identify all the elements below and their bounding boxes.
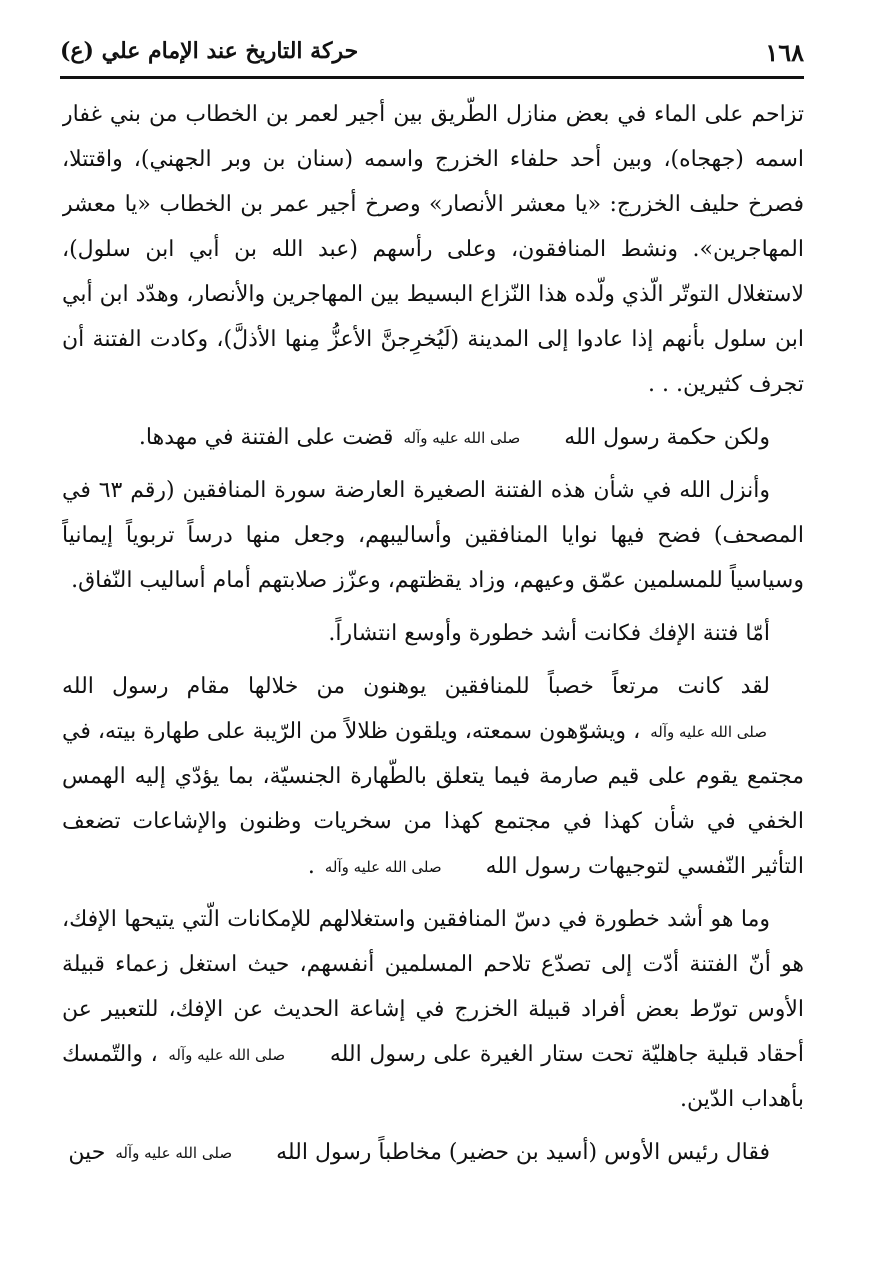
paragraph-text: . — [307, 854, 315, 879]
running-title: حركة التاريخ عند الإمام علي (ع) — [60, 38, 359, 64]
paragraph-2 — [62, 415, 804, 460]
paragraph-text: فقال رئيس الأوس (أسيد بن حضير) مخاطباً رسول الله — [276, 1140, 770, 1165]
page-header — [60, 28, 804, 78]
paragraph-4 — [62, 611, 804, 656]
paragraph-5 — [62, 664, 804, 889]
paragraph-1 — [62, 92, 804, 407]
blessing-ligature-icon: صلى الله عليه وآله — [168, 1045, 286, 1064]
page-number: ١٦٨ — [765, 38, 804, 67]
paragraph-text: تزاحم على الماء في بعض منازل الطّريق بين أجير لعمر بن الخطاب من بني غفار اسمه (جهجاه)، وبين أحد حلفاء الخزرج واسمه (سنان بن وبر الجهني)، واقتتلا، فصرخ حليف الخزرج: «يا معشر الأنصار» وصرخ أجير عمر بن الخطاب «يا معشر المهاجرين». ونشط المنافقون، وعلى رأسهم (عبد الله بن أبي ابن سلول)، لاستغلال التوتّر الّذي ولّده هذا النّزاع البسيط بين المهاجرين والأنصار، وهدّد ابن أبي ابن سلول بأنهم إذا عادوا إلى المدينة (لَيُخرِجنَّ الأعزُّ مِنها الأذلَّ)، وكادت الفتنة أن تجرف كثيرين. . . — [62, 102, 804, 397]
blessing-ligature-icon: صلى الله عليه وآله — [324, 857, 442, 876]
blessing-ligature-icon: صلى الله عليه وآله — [403, 428, 521, 447]
paragraph-text: حين — [68, 1140, 106, 1165]
paragraph-7 — [62, 1130, 804, 1175]
blessing-ligature-icon: صلى الله عليه وآله — [115, 1143, 233, 1162]
paragraph-text: أمّا فتنة الإفك فكانت أشد خطورة وأوسع انتشاراً. — [328, 621, 770, 646]
body-text — [62, 92, 804, 1242]
paragraph-text: ، والتّمسك بأهداب الدّين. — [62, 1042, 804, 1112]
header-divider — [60, 76, 804, 79]
paragraph-text: وما هو أشد خطورة في دسّ المنافقين واستغلالهم للإمكانات الّتي يتيحها الإفك، هو أنّ الفتنة أدّت إلى تصدّع تلاحم المسلمين أنفسهم، حيث استغل زعماء قبيلة الأوس تورّط بعض أفراد قبيلة الخزرج في إشاعة الحديث عن الإفك، للتعبير عن أحقاد قبلية جاهليّة تحت ستار الغيرة على رسول الله — [62, 907, 804, 1067]
paragraph-text: ولكن حكمة رسول الله — [564, 425, 770, 450]
paragraph-3 — [62, 468, 804, 603]
paragraph-text: وأنزل الله في شأن هذه الفتنة الصغيرة العارضة سورة المنافقين (رقم ٦٣ في المصحف) فضح فيها نوايا المنافقين وأساليبهم، وجعل منها درساً تربوياً إيمانياً وسياسياً للمسلمين عمّق وعيهم، وزاد يقظتهم، وعزّز صلابتهم أمام أساليب النّفاق. — [62, 478, 804, 593]
paragraph-text: لقد كانت مرتعاً خصباً للمنافقين يوهنون من خلالها مقام رسول الله — [62, 674, 770, 699]
paragraph-text: قضت على الفتنة في مهدها. — [138, 425, 394, 450]
paragraph-text: ، ويشوّهون سمعته، ويلقون ظلالاً من الرّيبة على طهارة بيته، في مجتمع يقوم على قيم صارمة فيما يتعلق بالطّهارة الجنسيّة، بما يؤدّي إليه الهمس الخفي في شأن كهذا في مجتمع كهذا من سخريات وظنون والإشاعات تضعف التأثير النّفسي لتوجيهات رسول الله — [62, 719, 804, 879]
blessing-ligature-icon: صلى الله عليه وآله — [650, 722, 767, 741]
paragraph-6 — [62, 897, 804, 1122]
